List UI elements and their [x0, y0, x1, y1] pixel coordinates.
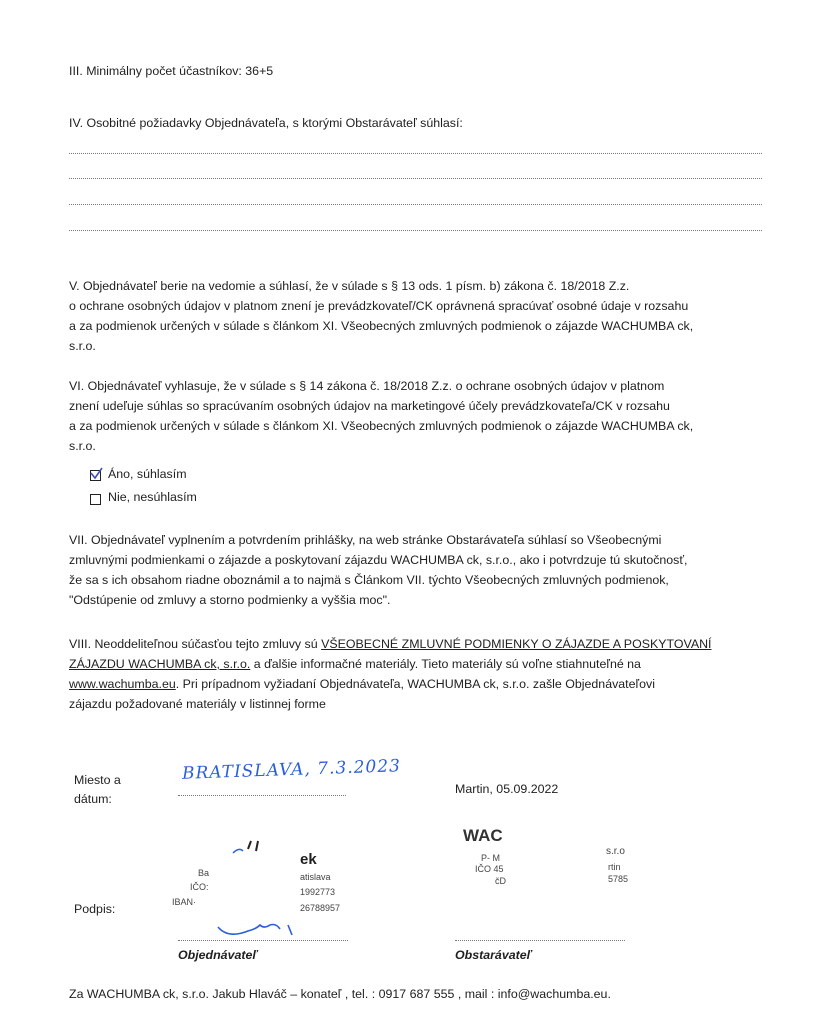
- section-viii-text: VIII. Neoddeliteľnou súčasťou tejto zmluvy sú: [69, 637, 322, 651]
- checkmark-icon: [90, 467, 103, 480]
- section-viii-documents: [69, 634, 711, 714]
- website-link[interactable]: www.wachumba.eu: [69, 677, 176, 691]
- provider-logo: WAC: [463, 826, 503, 845]
- customer-signature-line[interactable]: [178, 940, 348, 941]
- provider-stamp-text: s.r.o: [606, 846, 625, 857]
- footer-contact: Za WACHUMBA ck, s.r.o. Jakub Hlaváč – konateľ , tel. : 0917 687 555 , mail : info@wachumba.eu.: [69, 987, 611, 1001]
- section-vii-line: zmluvnými podmienkami o zájazde a poskytovaní zájazdu WACHUMBA ck, s.r.o., ako i potvrdzuje tú skutočnosť,: [69, 553, 688, 567]
- provider-signature-caption: Obstarávateľ: [455, 948, 532, 962]
- section-vi-line: a za podmienok určených v súlade s článkom XI. Všeobecných zmluvných podmienok o zájazde WACHUMBA ck,: [69, 419, 694, 433]
- section-vii-line: "Odstúpenie od zmluvy a storno podmienky a vyššia moc".: [69, 593, 391, 607]
- section-vii-line: VII. Objednávateľ vyplnením a potvrdením prihlášky, na web stránke Obstarávateľa súhlasí so Všeobecnými: [69, 533, 662, 547]
- customer-stamp-text: IČO:: [190, 882, 209, 892]
- terms-link-continued[interactable]: ZÁJAZDU WACHUMBA ck, s.r.o.: [69, 657, 251, 671]
- terms-link[interactable]: VŠEOBECNÉ ZMLUVNÉ PODMIENKY O ZÁJAZDE A POSKYTOVANÍ: [321, 637, 712, 651]
- section-v-line: o ochrane osobných údajov v platnom znení je prevádzkovateľ/CK oprávnená spracúvať osobné údaje v rozsahu: [69, 299, 689, 313]
- section-viii-text: a ďalšie informačné materiály. Tieto materiály sú voľne stiahnuteľné na: [250, 657, 641, 671]
- consent-yes-checkbox[interactable]: [90, 470, 101, 481]
- section-vii-terms-agreement: [69, 530, 687, 610]
- requirements-line-3[interactable]: [69, 204, 762, 205]
- provider-signature-line[interactable]: [455, 940, 625, 941]
- requirements-line-1[interactable]: [69, 153, 762, 154]
- consent-yes-label: Áno, súhlasím: [108, 467, 187, 481]
- customer-stamp-text: IBAN·: [172, 897, 197, 907]
- provider-stamp-text: rtin: [608, 862, 621, 872]
- section-vii-line: že sa s ich obsahom riadne oboznámil a to najmä s Článkom VII. týchto Všeobecných zmluvných podmienok,: [69, 573, 669, 587]
- requirements-line-4[interactable]: [69, 230, 762, 231]
- customer-stamp-text: 1992773: [300, 887, 336, 897]
- provider-stamp: [455, 826, 655, 896]
- section-vi-line: s.r.o.: [69, 439, 96, 453]
- signature-label: Podpis:: [74, 902, 116, 916]
- place-date-label-1: Miesto a: [74, 773, 121, 787]
- section-v-line: s.r.o.: [69, 339, 96, 353]
- provider-stamp-text: IČO 45: [475, 864, 504, 874]
- consent-no-label: Nie, nesúhlasím: [108, 490, 197, 504]
- customer-stamp-text: Ba: [198, 868, 210, 878]
- section-iii-min-participants: III. Minimálny počet účastníkov: 36+5: [69, 64, 274, 78]
- provider-stamp-text: čD: [495, 876, 506, 886]
- place-date-label-2: dátum:: [74, 792, 112, 806]
- section-vi-line: VI. Objednávateľ vyhlasuje, že v súlade s § 14 zákona č. 18/2018 Z.z. o ochrane osobných údajov v platnom: [69, 379, 665, 393]
- provider-stamp-text: 5785: [608, 874, 629, 884]
- provider-place-date: Martin, 05.09.2022: [455, 782, 559, 796]
- customer-signature-caption: Objednávateľ: [178, 948, 258, 962]
- section-viii-text: . Pri prípadnom vyžiadaní Objednávateľa, WACHUMBA ck, s.r.o. zašle Objednávateľovi: [175, 677, 655, 691]
- handwritten-place-date: BRATISLAVA, 7.3.2023: [181, 756, 402, 784]
- customer-stamp-text: atislava: [300, 872, 331, 882]
- section-iv-special-requirements: IV. Osobitné požiadavky Objednávateľa, s ktorými Obstarávateľ súhlasí:: [69, 116, 463, 130]
- section-v-line: V. Objednávateľ berie na vedomie a súhlasí, že v súlade s § 13 ods. 1 písm. b) zákona č. 18/2018 Z.z.: [69, 279, 630, 293]
- section-v-line: a za podmienok určených v súlade s článkom XI. Všeobecných zmluvných podmienok o zájazde WACHUMBA ck,: [69, 319, 694, 333]
- section-vi-line: znení udeľuje súhlas so spracúvaním osobných údajov na marketingové účely prevádzkovateľa/CK v rozsahu: [69, 399, 670, 413]
- customer-stamp-name: ek: [300, 851, 317, 868]
- section-v-personal-data: [69, 276, 693, 356]
- provider-stamp-text: P- M: [481, 853, 500, 863]
- requirements-line-2[interactable]: [69, 178, 762, 179]
- section-vi-marketing-consent: [69, 376, 693, 456]
- customer-stamp-text: 26788957: [300, 903, 341, 913]
- consent-no-checkbox[interactable]: [90, 494, 101, 505]
- section-viii-text: zájazdu požadované materiály v listinnej forme: [69, 697, 326, 711]
- place-date-line[interactable]: [178, 795, 346, 796]
- customer-stamp: [172, 835, 363, 945]
